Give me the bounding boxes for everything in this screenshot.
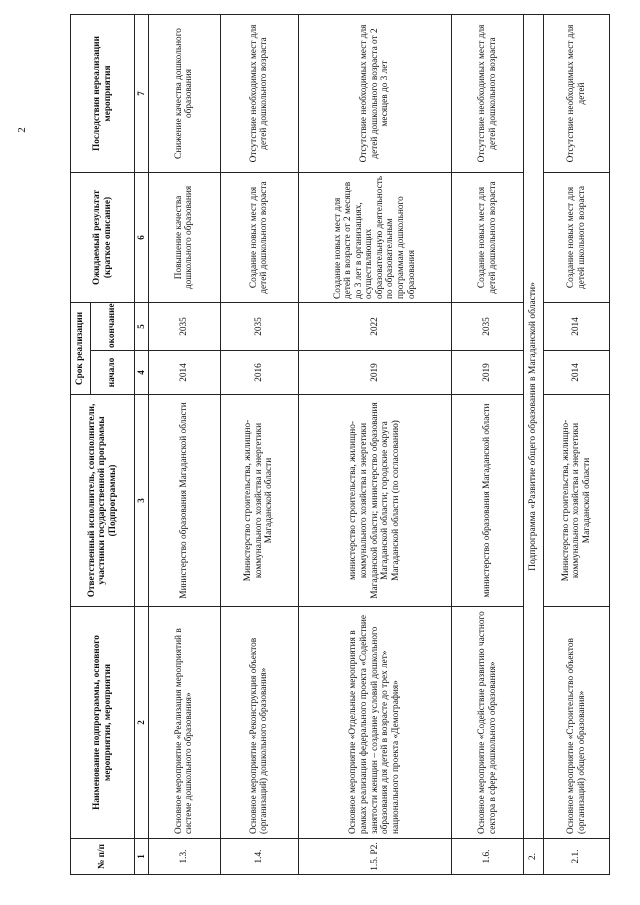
measure-result: Создание новых мест для детей дошкольного возраста	[220, 173, 298, 303]
measure-executor: министерство строительства, жилищно-коммунального хозяйства и энергетики Магаданской области; министерство образования Магаданской области; городские округа Магаданской области (по согласованию)	[298, 395, 452, 607]
measure-start: 2019	[452, 351, 524, 395]
header-end: окончание	[91, 303, 135, 351]
measure-result: Создание новых мест для детей в возрасте от 2 месяцев до 3 лет в организациях, осуществляющих образовательную деятельность по образовательным программам дошкольного образования	[298, 173, 452, 303]
measure-name: Основное мероприятие «Реконструкция объектов (организаций) дошкольного образования»	[220, 607, 298, 839]
header-start: начало	[91, 351, 135, 395]
header-row-1	[71, 15, 91, 875]
header-consequence: Последствия нереализации мероприятия	[71, 15, 135, 173]
page-number: 2	[16, 127, 28, 133]
measure-start: 2019	[298, 351, 452, 395]
table-row	[452, 15, 524, 875]
measure-start: 2016	[220, 351, 298, 395]
measure-executor: Министерство строительства, жилищно-коммунального хозяйства и энергетики Магаданской области	[544, 395, 610, 607]
measure-end: 2035	[149, 303, 221, 351]
col-number: 6	[135, 173, 149, 303]
measure-result: Повышение качества дошкольного образования	[149, 173, 221, 303]
measure-name: Основное мероприятие «Содействие развитию частного сектора в сфере дошкольного образования»	[452, 607, 524, 839]
header-result: Ожидаемый результат (краткое описание)	[71, 173, 135, 303]
table-row	[544, 15, 610, 875]
measure-consequence: Отсутствие необходимых мест для детей дошкольного возраста	[452, 15, 524, 173]
measures-table	[70, 14, 610, 875]
subprogram-title: Подпрограмма «Развитие общего образования в Магаданской области»	[523, 15, 543, 839]
row-number: 1.3.	[149, 839, 221, 875]
measure-end: 2022	[298, 303, 452, 351]
table-row	[149, 15, 221, 875]
table-row	[220, 15, 298, 875]
col-number: 1	[135, 839, 149, 875]
measure-start: 2014	[544, 351, 610, 395]
subprogram-number: 2.	[523, 839, 543, 875]
measure-name: Основное мероприятие «Строительство объектов (организаций) общего образования»	[544, 607, 610, 839]
subprogram-row	[523, 15, 543, 875]
measure-consequence: Отсутствие необходимых мест для детей	[544, 15, 610, 173]
col-number: 4	[135, 351, 149, 395]
header-name: Наименование подпрограммы, основного мероприятия, мероприятия	[71, 607, 135, 839]
col-number: 2	[135, 607, 149, 839]
rotated-table-container	[70, 15, 610, 875]
measure-consequence: Снижение качества дошкольного образования	[149, 15, 221, 173]
col-number: 5	[135, 303, 149, 351]
measure-result: Создание новых мест для детей дошкольного возраста	[452, 173, 524, 303]
measure-result: Создание новых мест для детей школьного возраста	[544, 173, 610, 303]
row-number: 2.1.	[544, 839, 610, 875]
header-executor: Ответственный исполнитель, соисполнители, участники государственной программы (Подпрограммы)	[71, 395, 135, 607]
measure-end: 2035	[452, 303, 524, 351]
row-number: 1.5. Р2.	[298, 839, 452, 875]
measure-name: Основное мероприятие «Реализация мероприятий в системе дошкольного образования»	[149, 607, 221, 839]
measure-start: 2014	[149, 351, 221, 395]
header-no: № п/п	[71, 839, 135, 875]
column-number-row	[135, 15, 149, 875]
measure-executor: Министерство образования Магаданской области	[149, 395, 221, 607]
measure-consequence: Отсутствие необходимых мест для детей дошкольного возраста	[220, 15, 298, 173]
header-term: Срок реализации	[71, 303, 91, 395]
row-number: 1.4.	[220, 839, 298, 875]
row-number: 1.6.	[452, 839, 524, 875]
measure-executor: Министерство строительства, жилищно-коммунального хозяйства и энергетики Магаданской области	[220, 395, 298, 607]
measure-end: 2035	[220, 303, 298, 351]
col-number: 7	[135, 15, 149, 173]
table-row	[298, 15, 452, 875]
measure-executor: министерство образования Магаданской области	[452, 395, 524, 607]
measure-consequence: Отсутствие необходимых мест для детей дошкольного возраста от 2 месяцев до 3 лет	[298, 15, 452, 173]
measure-end: 2014	[544, 303, 610, 351]
col-number: 3	[135, 395, 149, 607]
measure-name: Основное мероприятие «Отдельные мероприятия в рамках реализации федерального проекта «Содействие занятости женщин – создание условий дошкольного образования для детей в возрасте до трех лет» национального проекта «Демография»	[298, 607, 452, 839]
